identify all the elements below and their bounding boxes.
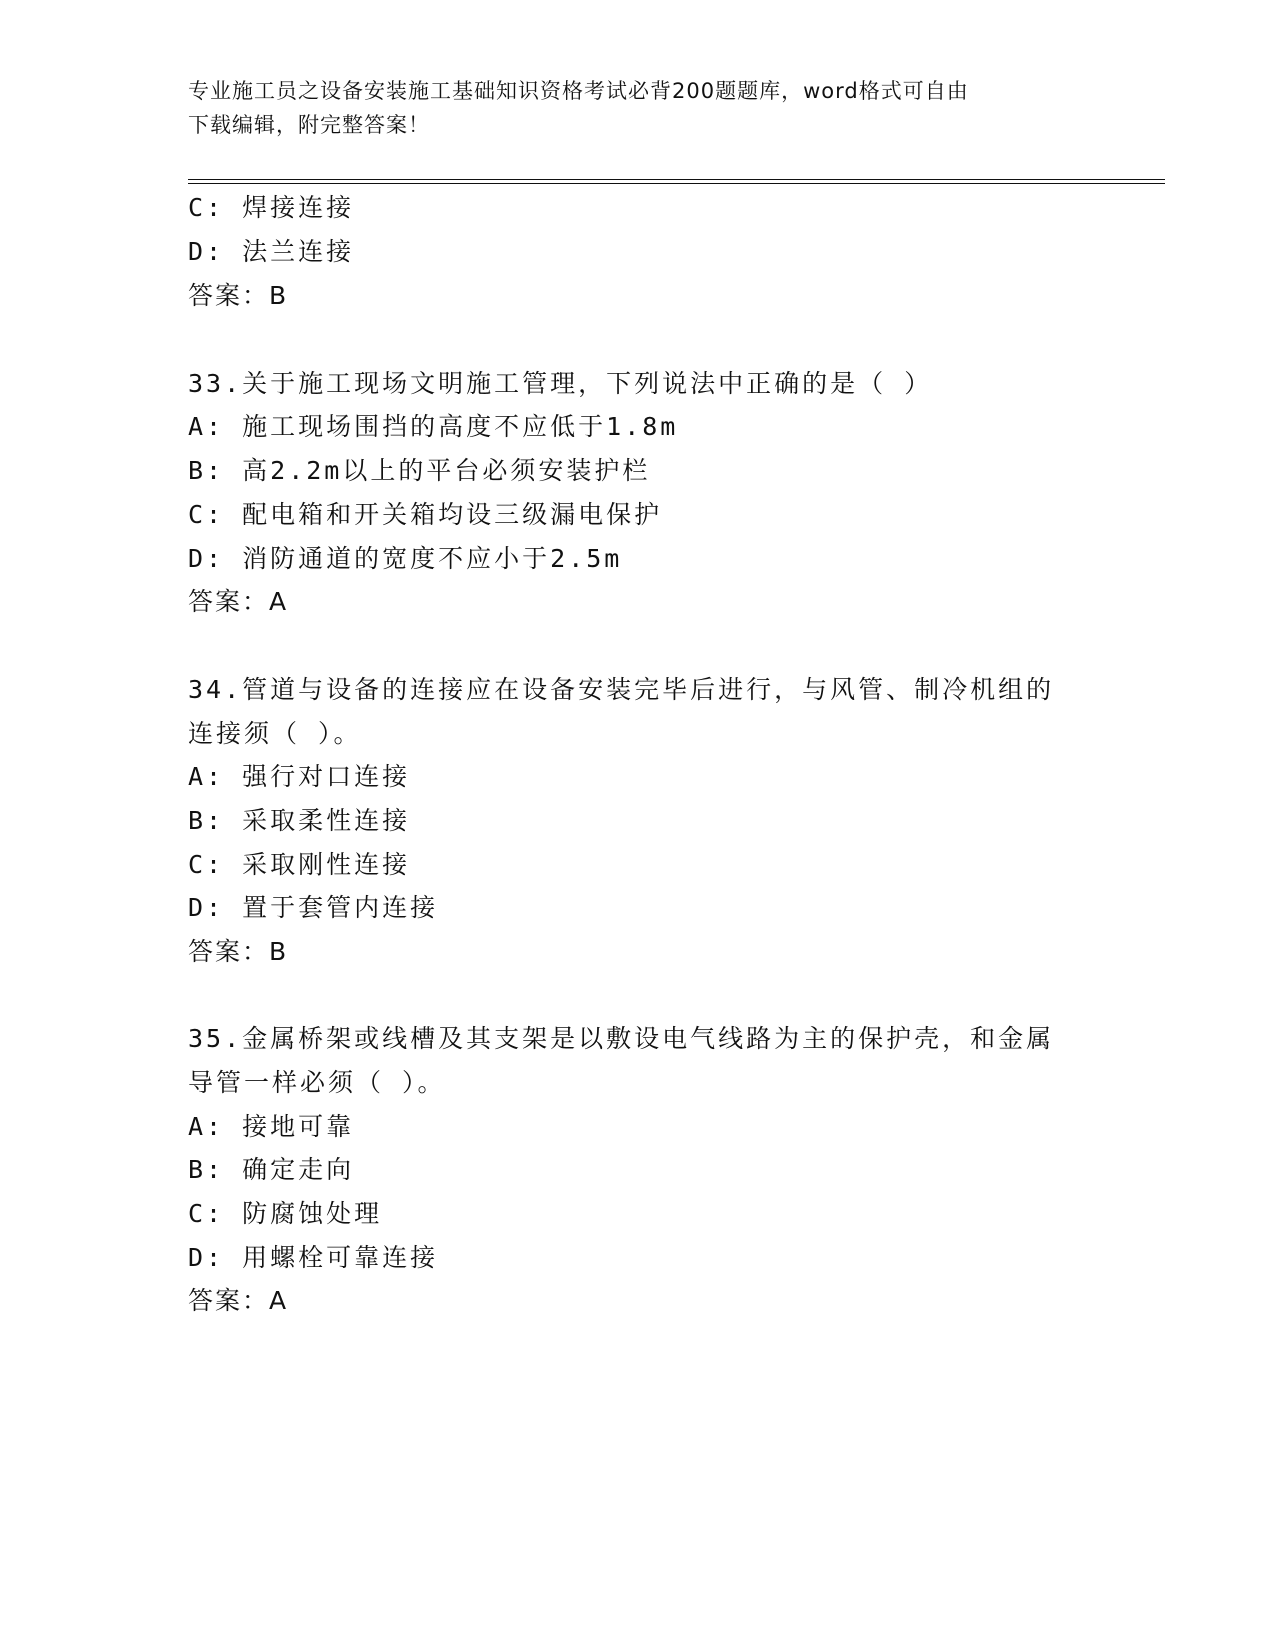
question-stem: 33.关于施工现场文明施工管理，下列说法中正确的是（ ） <box>188 369 933 398</box>
option-b: B: 确定走向 <box>188 1155 355 1184</box>
question-stem-line-2: 导管一样必须（ ）。 <box>188 1068 446 1097</box>
option-c: C: 采取刚性连接 <box>188 850 411 879</box>
option-a: A: 施工现场围挡的高度不应低于1.8m <box>188 412 679 441</box>
option-a: A: 强行对口连接 <box>188 762 411 791</box>
question-stem-line-1: 35.金属桥架或线槽及其支架是以敷设电气线路为主的保护壳，和金属 <box>188 1024 1055 1053</box>
option-c: C: 配电箱和开关箱均设三级漏电保护 <box>188 500 663 529</box>
answer-line: 答案：A <box>188 587 289 616</box>
answer-line: 答案：B <box>188 281 289 310</box>
header-divider-top <box>188 179 1165 180</box>
question-stem-line-1: 34.管道与设备的连接应在设备安装完毕后进行，与风管、制冷机组的 <box>188 675 1055 704</box>
header-title-line-1: 专业施工员之设备安装施工基础知识资格考试必背200题题库，word格式可自由 <box>188 79 969 103</box>
document-header <box>188 74 1088 142</box>
option-a: A: 接地可靠 <box>188 1112 355 1141</box>
answer-line: 答案：A <box>188 1286 289 1315</box>
answer-line: 答案：B <box>188 937 289 966</box>
option-b: B: 高2.2m以上的平台必须安装护栏 <box>188 456 651 485</box>
question-stem-line-2: 连接须（ ）。 <box>188 719 362 748</box>
option-d: D: 消防通道的宽度不应小于2.5m <box>188 544 623 573</box>
option-d: D: 置于套管内连接 <box>188 893 439 922</box>
header-divider-bottom <box>188 183 1165 184</box>
option-c: C: 焊接连接 <box>188 193 355 222</box>
option-b: B: 采取柔性连接 <box>188 806 411 835</box>
option-d: D: 用螺栓可靠连接 <box>188 1243 439 1272</box>
option-c: C: 防腐蚀处理 <box>188 1199 383 1228</box>
option-d: D: 法兰连接 <box>188 237 355 266</box>
header-title-line-2: 下载编辑，附完整答案！ <box>188 113 430 137</box>
